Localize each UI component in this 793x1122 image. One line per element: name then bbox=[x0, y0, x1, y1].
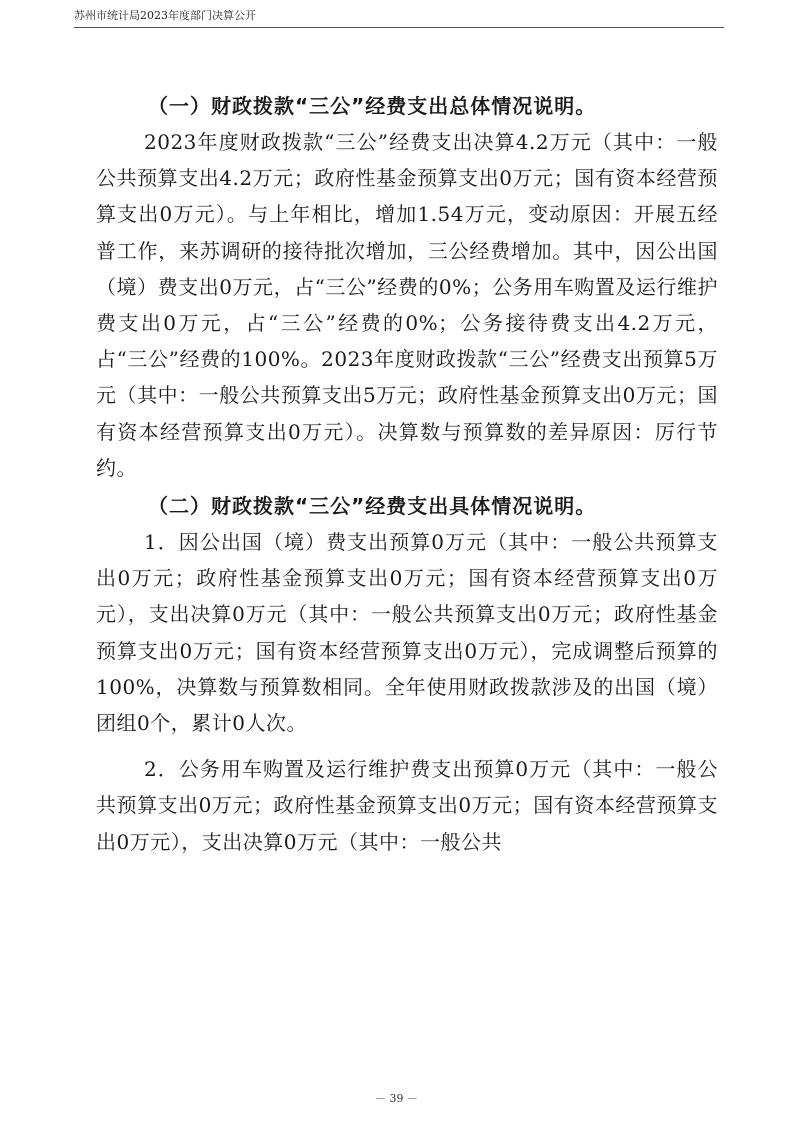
section-2-item-2: 2．公务用车购置及运行维护费支出预算0万元（其中：一般公共预算支出0万元；政府性基金预算支出0万元；国有资本经营预算支出0万元），支出决算0万元（其中：一般公共 bbox=[96, 757, 718, 854]
header-rule bbox=[74, 27, 724, 28]
running-header: 苏州市统计局2023年度部门决算公开 bbox=[74, 9, 256, 22]
page-number: － 39 － bbox=[375, 1092, 418, 1105]
document-body bbox=[96, 88, 718, 860]
section-2-item-1: 1．因公出国（境）费支出预算0万元（其中：一般公共预算支出0万元；政府性基金预算支出0万元；国有资本经营预算支出0万元），支出决算0万元（其中：一般公共预算支出0万元；政府性基金预算支出0万元；国有资本经营预算支出0万元），完成调整后预算的100%，决算数与预算数相同。全年使用财政拨款涉及的出国（境）团组0个，累计0人次。 bbox=[96, 530, 718, 736]
section-1-heading: （一）财政拨款“三公”经费支出总体情况说明。 bbox=[148, 94, 597, 118]
section-2-heading: （二）财政拨款“三公”经费支出具体情况说明。 bbox=[148, 494, 597, 519]
section-1-paragraph: 2023年度财政拨款“三公”经费支出决算4.2万元（其中：一般公共预算支出4.2万元；政府性基金预算支出0万元；国有资本经营预算支出0万元）。与上年相比，增加1.54万元，变动原因：开展五经普工作，来苏调研的接待批次增加，三公经费增加。其中，因公出国（境）费支出0万元，占“三公”经费的0%；公务用车购置及运行维护费支出0万元，占“三公”经费的0%；公务接待费支出4.2万元，占“三公”经费的100%。2023年度财政拨款“三公”经费支出预算5万元（其中：一般公共预算支出5万元；政府性基金预算支出0万元；国有资本经营预算支出0万元）。决算数与预算数的差异原因：厉行节约。 bbox=[96, 130, 718, 480]
